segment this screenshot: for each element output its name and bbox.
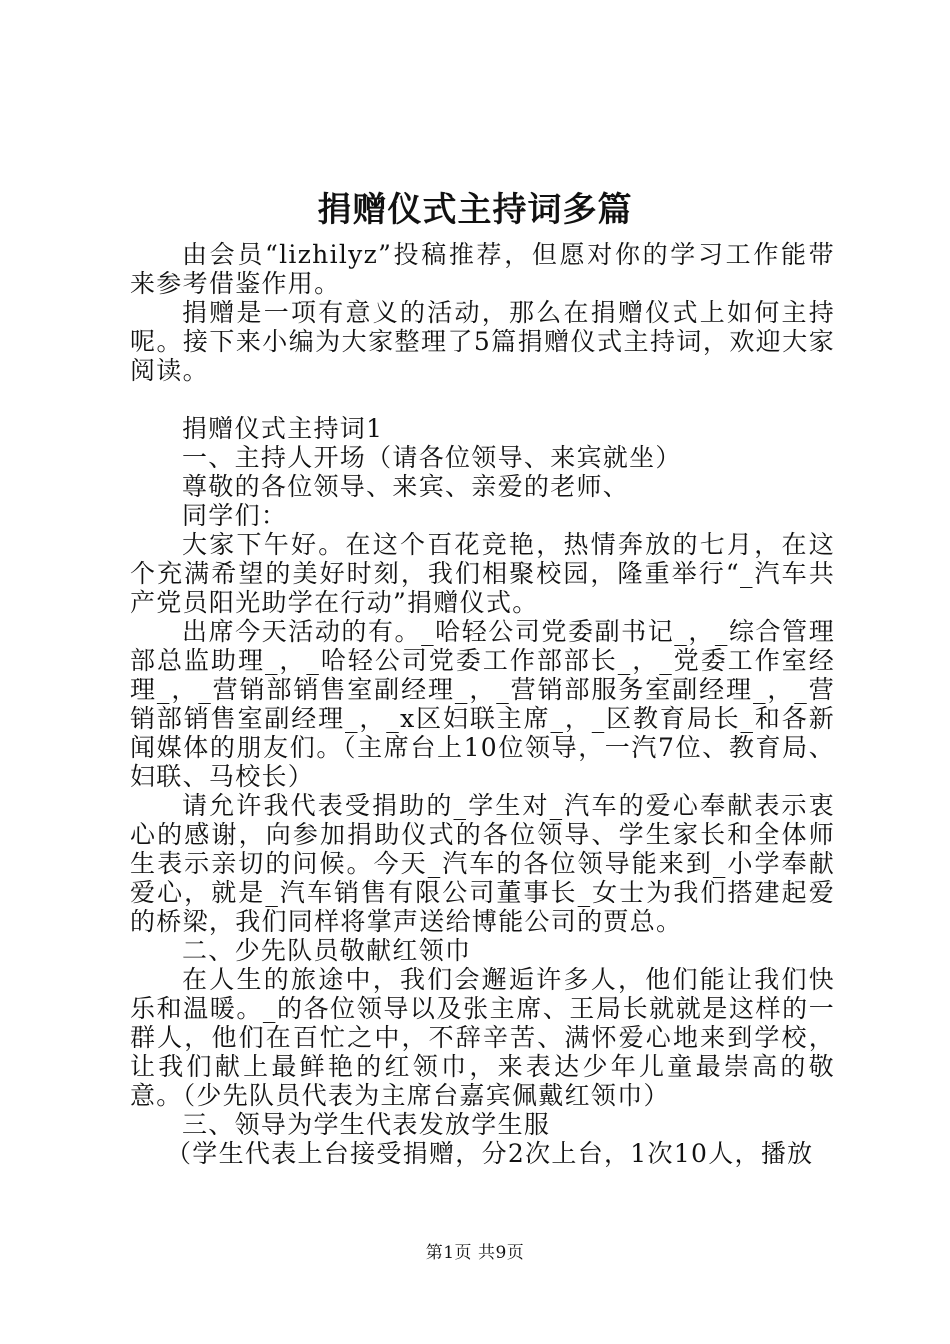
section-item-3: 三、领导为学生代表发放学生服: [182, 1110, 551, 1139]
section-item-2: 二、少先队员敬献红领巾: [182, 936, 472, 965]
section-heading: 捐赠仪式主持词1: [182, 414, 384, 443]
paragraph-opening: 大家下午好。在这个百花竞艳，热情奔放的七月，在这个充满希望的美好时刻，我们相聚校园，隆重举行“_汽车共产党员阳光助学在行动”捐赠仪式。: [130, 530, 835, 617]
paragraph-thanks: 请允许我代表受捐助的_学生对_汽车的爱心奉献表示衷心的感谢，向参加捐助仪式的各位领导、学生家长和全体师生表示亲切的问候。今天_汽车的各位领导能来到_小学奉献爱心，就是_汽车销售有限公司董事长_女士为我们搭建起爱的桥梁，我们同样将掌声送给博能公司的贾总。: [130, 791, 835, 936]
document-title: 捐赠仪式主持词多篇: [317, 190, 633, 230]
paragraph-intro: 由会员“lizhilyz”投稿推荐，但愿对你的学习工作能带来参考借鉴作用。: [130, 240, 835, 298]
document-body: [130, 240, 835, 1168]
paragraph-attendees: 出席今天活动的有。_哈轻公司党委副书记_，_综合管理部总监助理_，_哈轻公司党委工作部部长_，_党委工作室经理_，_营销部销售室副经理_，_营销部服务室副经理_，_营销部销售室副经理_，_x区妇联主席_，_区教育局长_和各新闻媒体的朋友们。（主席台上10位领导，一汽7位、教育局、妇联、马校长）: [130, 617, 835, 791]
paragraph-red-scarf: 在人生的旅途中，我们会邂逅许多人，他们能让我们快乐和温暖。_的各位领导以及张主席、王局长就就是这样的一群人，他们在百忙之中，不辞辛苦、满怀爱心地来到学校，让我们献上最鲜艳的红领巾，来表达少年儿童最崇高的敬意。（少先队员代表为主席台嘉宾佩戴红领巾）: [130, 965, 835, 1110]
greeting-line: 尊敬的各位领导、来宾、亲爱的老师、: [182, 472, 630, 501]
paragraph-gap: [130, 385, 835, 414]
page-footer: 第1页 共9页: [425, 1243, 525, 1263]
paragraph-summary: 捐赠是一项有意义的活动，那么在捐赠仪式上如何主持呢。接下来小编为大家整理了5篇捐赠仪式主持词，欢迎大家阅读。: [130, 298, 835, 385]
paragraph-student-reps: （学生代表上台接受捐赠，分2次上台，1次10人，播放: [166, 1139, 814, 1168]
section-item-1: 一、主持人开场（请各位领导、来宾就坐）: [182, 443, 682, 472]
greeting-line-2: 同学们：: [182, 501, 288, 530]
